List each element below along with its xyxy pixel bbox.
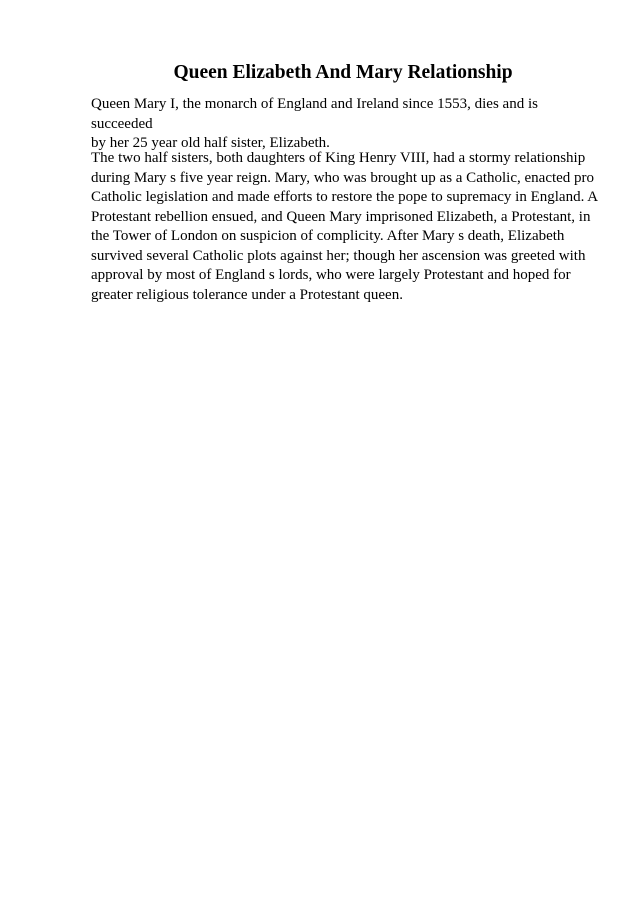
paragraph-succession: Queen Mary I, the monarch of England and Ireland since 1553, dies and is succeeded by her 25 year old half sister, Elizabeth.: [91, 96, 538, 151]
document-title: Queen Elizabeth And Mary Relationship: [173, 62, 513, 83]
paragraph-relationship: The two half sisters, both daughters of King Henry VIII, had a stormy relationship during Mary s five year reign. Mary, who was brought up as a Catholic, enacted pro Catholic legislation and made efforts to restore the pope to supremacy in England. A Protestant rebellion ensued, and Queen Mary imprisoned Elizabeth, a Protestant, in the Tower of London on suspicion of complicity. After Mary s death, Elizabeth survived several Catholic plots against her; though her ascension was greeted with approval by most of England s lords, who were largely Protestant and hoped for greater religious tolerance under a Protestant queen.: [91, 150, 599, 303]
